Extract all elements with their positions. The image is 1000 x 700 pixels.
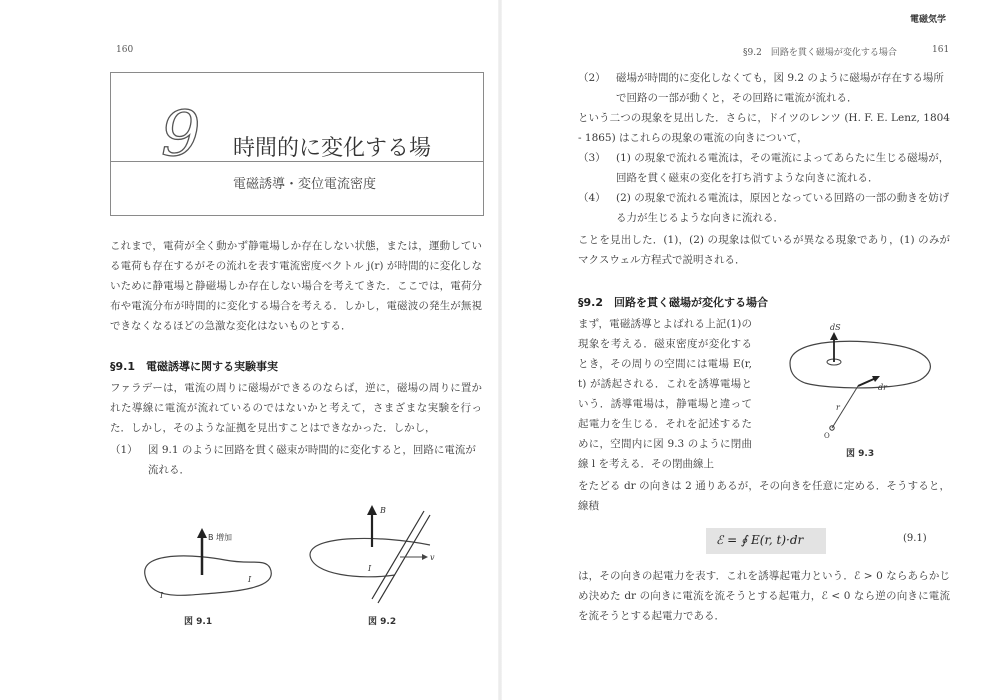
list-item-3-number: （3） <box>578 152 606 164</box>
figure-9-1 <box>130 520 290 610</box>
equation-number: (9.1) <box>903 533 927 544</box>
figure-9-1-caption: 図 9.1 <box>184 617 213 627</box>
chapter-number: 9 <box>161 97 201 170</box>
intro-paragraph: これまで，電荷が全く動かず静電場しか存在しない状態，または，運動している電荷も存在するがその流れを表す電流密度ベクトル j(r) が時間的に変化しないために静電場と静磁場しか存在しない場合を考えてきた．ここでは，電荷分布や電流分布が時間的に変化する場合を考える．しかし，電磁波の発生が無視できなくなるほどの急激な変化はないものとする． <box>110 240 482 332</box>
figure-9-3-r-label: r <box>836 403 840 412</box>
list-item-1-text: 図 9.1 のように回路を貫く磁束が時間的に変化すると，回路に電流が流れる． <box>148 444 476 476</box>
figure-9-2 <box>300 505 450 610</box>
chapter-subtitle: 電磁誘導・変位電流密度 <box>233 177 377 192</box>
page-number-right: 161 <box>932 45 950 55</box>
page-number-left: 160 <box>116 45 134 55</box>
list-item-1-number: （1） <box>110 444 138 456</box>
figure-9-2-arrow-label: B <box>380 506 386 515</box>
section-9-2-after-equation: は，その向きの起電力を表す．これを誘導起電力という．ℰ > 0 ならあらかじめ決めた dr の向きに電流を流そうとする起電力，ℰ < 0 なら逆の向きに電流を流そうとする起電力である． <box>578 570 950 622</box>
figure-9-1-loop-label-2: I <box>160 591 164 600</box>
equation-9-1: ℰ = ∮ E(r, t)·dr <box>716 533 804 547</box>
right-paragraph-1: という二つの現象を見出した．さらに，ドイツのレンツ (H. F. E. Lenz, 1804 - 1865) はこれらの現象の電流の向きについて， <box>578 112 950 144</box>
figure-9-1-loop-label: I <box>248 575 252 584</box>
list-item-2 <box>578 68 950 108</box>
list-item-3-text: (1) の現象で流れる電流は，その電流によってあらたに生じる磁場が，回路を貫く磁束の変化を打ち消すような向きに流れる． <box>616 152 950 184</box>
list-item-1 <box>110 440 482 480</box>
figure-9-3-dr-label: dr <box>878 383 887 392</box>
list-item-4-text: (2) の現象で流れる電流は，原因となっている回路の一部の動きを妨げる力が生じるような向きに流れる． <box>616 192 950 224</box>
figure-9-2-caption: 図 9.2 <box>368 617 397 627</box>
section-9-1-body: ファラデーは，電流の周りに磁場ができるのならば，逆に，磁場の周りに置かれた導線に電流が流れているのではないかと考えて，さまざまな実験を行った．しかし，そのような証拠を見出すことはできなかった．しかし， <box>110 382 482 434</box>
equation-box <box>706 528 826 554</box>
list-item-3 <box>578 148 950 188</box>
list-item-4 <box>578 188 950 228</box>
list-item-2-number: （2） <box>578 72 606 84</box>
section-9-2-body-full: をたどる dr の向きは 2 通りあるが，その向きを任意に定める．そうすると，線積 <box>578 480 950 512</box>
list-item-4-number: （4） <box>578 192 606 204</box>
section-9-2-heading: §9.2 回路を貫く磁場が変化する場合 <box>578 296 768 309</box>
section-9-1-heading: §9.1 電磁誘導に関する実験事実 <box>110 360 278 373</box>
figure-9-3 <box>770 318 950 443</box>
figure-9-3-o-label: O <box>824 432 830 440</box>
figure-9-2-v-label: v <box>430 553 435 562</box>
figure-9-3-ds-label: dS <box>830 323 841 332</box>
corner-label: 電磁気学 <box>910 15 947 25</box>
figure-9-2-curve-label: I <box>368 564 372 573</box>
figure-9-3-caption: 図 9.3 <box>846 449 875 459</box>
chapter-title-box <box>110 72 484 216</box>
figure-9-1-arrow-label: B 増加 <box>208 533 233 542</box>
section-9-2-body-wrap: まず，電磁誘導とよばれる上記(1)の現象を考える．磁束密度が変化するとき，その周りの空間には電場 E(r, t) が誘起される．これを誘導電場という．誘導電場は，静電場と違って起電力を生じる．それを記述するために，空間内に図 9.3 のように閉曲線 l を考える．その閉曲線上 <box>578 318 752 470</box>
chapter-title: 時間的に変化する場 <box>233 136 432 161</box>
right-paragraph-2: ことを見出した．(1)，(2) の現象は似ているが異なる現象であり，(1) のみがマクスウェル方程式で説明される． <box>578 234 950 266</box>
running-head: §9.2 回路を貫く磁場が変化する場合 <box>743 48 897 58</box>
list-item-2-text: 磁場が時間的に変化しなくても，図 9.2 のように磁場が存在する場所で回路の一部が動くと，その回路に電流が流れる． <box>616 72 944 104</box>
